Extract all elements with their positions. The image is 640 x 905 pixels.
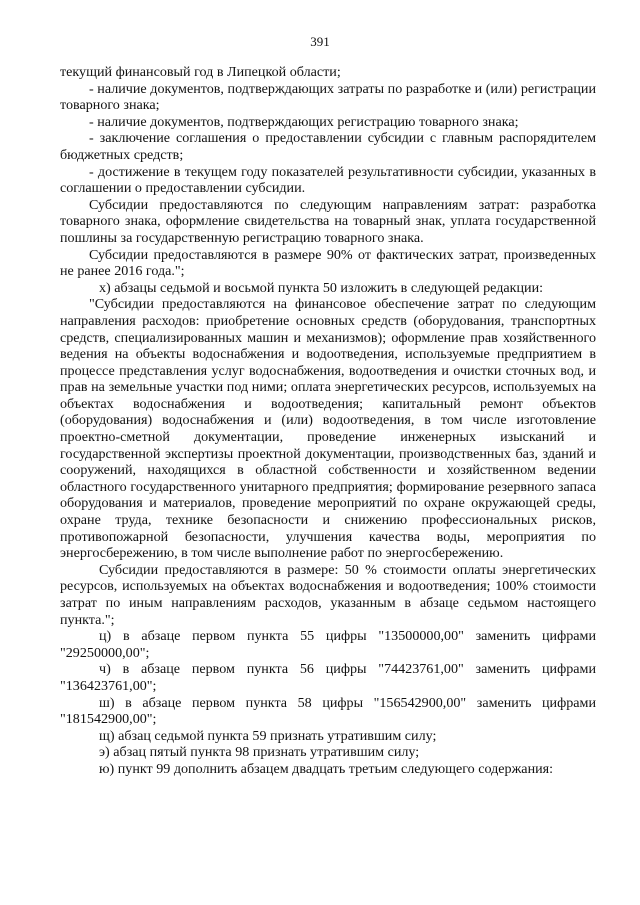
paragraph: "Субсидии предоставляются на финансовое обеспечение затрат по следующим направления расходов: приобретение основных средств (оборудования, транспортных средств, специализированных машин и механизмов); оформление прав хозяйственного ведения на объекты водоснабжения и водоотведения, используемые предприятием в процессе представления услуг водоснабжения, водоотведения и очистки сточных вод, и прав на земельные участки под ними; оплата энергетических ресурсов, используемых на объектах водоснабжения и водоотведения; капитальный ремонт объектов (оборудования) водоснабжения и (или) водоотведения, в том числе изготовление проектно-сметной документации, проведение инженерных изысканий и государственной экспертизы проектной документации, производственных баз, зданий и сооружений, находящихся в областной собственности и хозяйственном ведении областного государственного унитарного предприятия; формирование резервного запаса оборудования и материалов, проведение мероприятий по охране окружающей среды, охране труда, технике безопасности и снижению профессиональных рисков, противопожарной безопасности, улучшения качества воды, мероприятия по энергосбережению, в том числе выполнение работ по энергосбережению. [60, 296, 596, 562]
paragraph: - достижение в текущем году показателей результативности субсидии, указанных в соглашении о предоставлении субсидии. [60, 163, 596, 197]
paragraph: Субсидии предоставляются в размере 90% от фактических затрат, произведенных не ранее 2016 года."; [60, 246, 596, 280]
paragraph: - наличие документов, подтверждающих затраты по разработке и (или) регистрации товарного знака; [60, 80, 596, 114]
paragraph: текущий финансовый год в Липецкой области; [60, 64, 341, 80]
paragraph: ш) в абзаце первом пункта 58 цифры "156542900,00" заменить цифрами "181542900,00"; [60, 694, 596, 728]
paragraph: - заключение соглашения о предоставлении субсидии с главным распорядителем бюджетных средств; [60, 130, 596, 163]
document-body [60, 64, 596, 778]
paragraph: Субсидии предоставляются в размере: 50 % стоимости оплаты энергетических ресурсов, используемых на объектах водоснабжения и водоотведения; 100% стоимости затрат по иным направлениям расходов, указанным в абзаце седьмом настоящего пункта."; [60, 561, 596, 628]
paragraph: х) абзацы седьмой и восьмой пункта 50 изложить в следующей редакции: [99, 279, 544, 296]
paragraph: ч) в абзаце первом пункта 56 цифры "74423761,00" заменить цифрами "136423761,00"; [60, 661, 596, 694]
paragraph: э) абзац пятый пункта 98 признать утратившим силу; [99, 744, 420, 761]
paragraph: щ) абзац седьмой пункта 59 признать утратившим силу; [99, 727, 437, 744]
paragraph: Субсидии предоставляются по следующим направлениям затрат: разработка товарного знака, оформление свидетельства на товарный знак, уплата государственной пошлины за государственную регистрацию товарного знака. [60, 196, 596, 246]
paragraph: ц) в абзаце первом пункта 55 цифры "13500000,00" заменить цифрами "29250000,00"; [60, 628, 596, 661]
paragraph: ю) пункт 99 дополнить абзацем двадцать третьим следующего содержания: [99, 760, 554, 777]
paragraph: - наличие документов, подтверждающих регистрацию товарного знака; [89, 113, 519, 130]
page-number: 391 [310, 34, 330, 49]
